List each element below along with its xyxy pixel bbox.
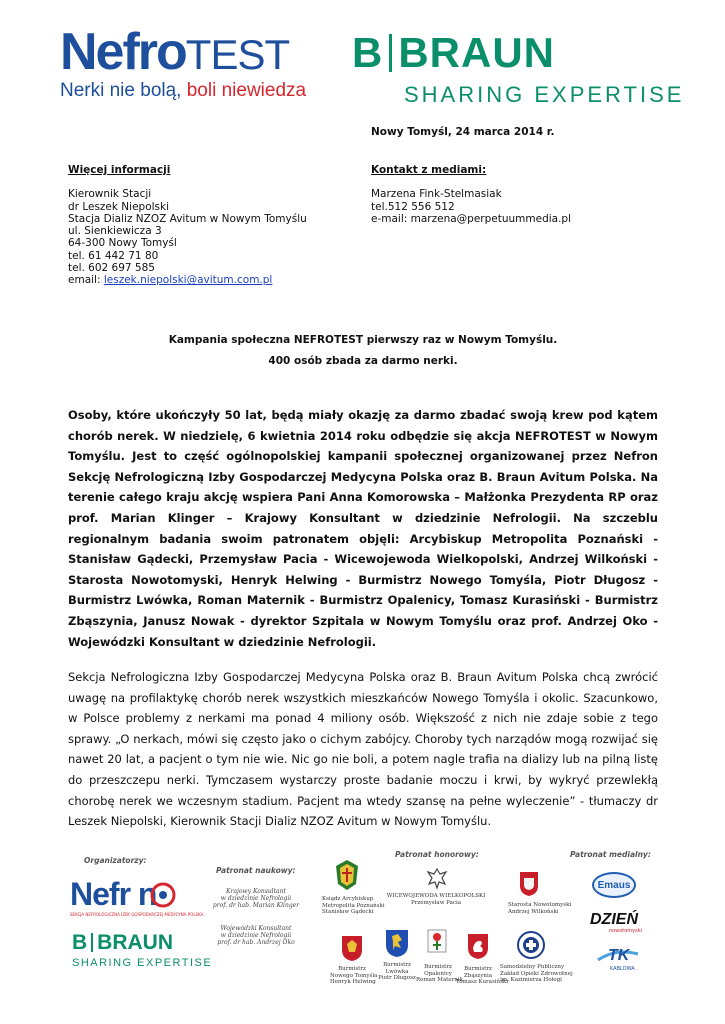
more-info-line: ul. Sienkiewicza 3 bbox=[68, 225, 162, 238]
caption-line: Tomasz Kurasiński bbox=[456, 979, 508, 985]
emaus-logo bbox=[592, 872, 636, 898]
more-info-line: tel. 61 442 71 80 bbox=[68, 249, 159, 262]
honorary-caption-lwowek bbox=[375, 962, 419, 982]
honorary-caption-hospital bbox=[500, 964, 573, 984]
caption-line: Burmistrz bbox=[464, 966, 492, 972]
bbraun-small-word: BRAUN bbox=[97, 931, 173, 954]
dzien-nowotomyski-logo bbox=[590, 912, 642, 938]
more-info-line: tel. 602 697 585 bbox=[68, 262, 155, 275]
title-line-1: Kampania społeczna NEFROTEST pierwszy raz w Nowym Tomyślu. bbox=[168, 334, 558, 346]
caption-line: Nowego Tomyśla bbox=[330, 972, 378, 979]
media-heading: Patronat medialny: bbox=[570, 850, 651, 859]
nefrotest-logo bbox=[60, 23, 307, 106]
caption-line: Stanisław Gądecki bbox=[322, 909, 374, 915]
organizers-heading: Organizatorzy: bbox=[84, 856, 147, 865]
bbraun-small-divider bbox=[91, 933, 93, 952]
more-info-line: 64-300 Nowy Tomyśl bbox=[68, 237, 177, 250]
patron-title: Krajowy Konsultant bbox=[226, 888, 286, 895]
starosta-crest-icon bbox=[518, 870, 540, 898]
dzien-wordmark: DZIEŃ bbox=[590, 911, 638, 928]
nefron-logo bbox=[70, 876, 204, 923]
lwowek-crest-icon bbox=[384, 928, 410, 958]
title-line-2: 400 osób zbada za darmo nerki. bbox=[268, 354, 458, 367]
honorary-caption-starosta bbox=[508, 902, 572, 915]
caption-line: Burmistrz bbox=[383, 962, 411, 968]
bbraun-small-b: B bbox=[72, 931, 88, 954]
patron-title: w dziedzinie Nefrologii bbox=[220, 932, 292, 939]
scientific-patron-2 bbox=[208, 925, 304, 946]
tk-subtitle: KABLOWA bbox=[610, 966, 635, 972]
more-info-line: dr Leszek Niepolski bbox=[68, 200, 170, 213]
media-contact-block bbox=[371, 164, 571, 225]
document-date: Nowy Tomyśl, 24 marca 2014 r. bbox=[371, 126, 555, 138]
honorary-caption-archbishop bbox=[322, 896, 385, 916]
slogan-part-b: boli niewiedza bbox=[186, 80, 307, 101]
press-release-title bbox=[68, 330, 658, 371]
caption-line: Henryk Helwing bbox=[330, 979, 376, 985]
caption-line: Piotr Długosz bbox=[378, 975, 416, 981]
bbraun-logo bbox=[352, 29, 685, 112]
lead-paragraph: Osoby, które ukończyły 50 lat, będą miały okazję za darmo zbadać swoją krew pod kątem chorób nerek. W niedzielę, 6 kwietnia 2014 roku odbędzie się akcja NEFROTEST w Nowym Tomyślu. Jest to część ogólnopolskiej kampanii społecznej organizowanej przez Nefron Sekcję Nefrologiczną Izby Gospodarczej Medycyna Polska oraz B. Braun Avitum Polska. Na terenie całego kraju akcję wspiera Pani Anna Komorowska – Małżonka Prezydenta RP oraz prof. Marian Klinger – Krajowy Konsultant w dziedzinie Nefrologii. Na szczeblu regionalnym badania swoim patronatem objęli: Arcybiskup Metropolita Poznański - Stanisław Gądecki, Przemysław Pacia - Wicewojewoda Wielkopolski, Andrzej Wilkoński - Starosta Nowotomyski, Henryk Helwing - Burmistrz Nowego Tomyśla, Piotr Długosz - Burmistrz Lwówka, Roman Maternik - Burmistrz Opalenicy, Tomasz Kurasiński - Burmistrz Zbąszynia, Janusz Nowak - dyrektor Szpitala w Nowym Tomyślu oraz prof. Andrzej Oko - Wojewódzki Konsultant w dziedzinie Nefrologii. bbox=[68, 408, 658, 649]
nefrotest-brand-light: TEST bbox=[185, 31, 290, 78]
honorary-heading: Patronat honorowy: bbox=[395, 850, 479, 859]
opalenica-crest-icon bbox=[425, 928, 449, 960]
media-contact-line: e-mail: marzena@perpetuummedia.pl bbox=[371, 212, 572, 225]
more-info-line: Stacja Dializ NZOZ Avitum w Nowym Tomyślu bbox=[68, 212, 307, 225]
eagle-emblem-icon bbox=[426, 866, 448, 890]
patron-title: w dziedzinie Nefrologii bbox=[220, 895, 292, 902]
caption-line: Zakład Opieki Zdrowotnej bbox=[500, 970, 573, 977]
bbraun-tagline: SHARING EXPERTISE bbox=[404, 82, 685, 107]
email-link[interactable]: leszek.niepolski@avitum.com.pl bbox=[103, 274, 273, 287]
caption-line: Starosta Nowotomyski bbox=[508, 902, 572, 908]
caption-line: Burmistrz bbox=[424, 964, 452, 970]
caption-line: Zbąszynia bbox=[463, 972, 493, 979]
nefron-wordmark: Nefr n bbox=[70, 876, 157, 912]
slogan-part-a: Nerki nie bolą, bbox=[60, 80, 182, 101]
caption-line: Andrzej Wilkoński bbox=[508, 908, 559, 915]
nowy-tomysl-crest-icon bbox=[340, 934, 364, 962]
hospital-emblem-icon bbox=[516, 930, 546, 960]
zbaszyn-crest-icon bbox=[466, 932, 490, 960]
media-contact-line: Marzena Fink-Stelmasiak bbox=[371, 188, 502, 201]
nefrotest-slogan bbox=[60, 80, 307, 102]
caption-line: Ksiądz Arcybiskup bbox=[322, 896, 374, 902]
more-info-email-row bbox=[68, 274, 307, 286]
nefron-kidney-icon bbox=[150, 882, 176, 908]
body-paragraph: Sekcja Nefrologiczna Izby Gospodarczej Medycyna Polska oraz B. Braun Avitum Polska chcą zwrócić uwagę na profilaktykę chorób nerek wszystkich mieszkańców Nowego Tomyśla i okolic. Szacunkowo, w Polsce problemy z nerkami ma ponad 4 miliony osób. Większość z nich nie zdaje sobie z tego sprawy. „O nerkach, mówi się często jako o cichym zabójcy. Choroby tych narządów mogą rozwijać się nawet 20 lat, a pacjent o tym nie wie. Nic go nie boli, a potem nagle trafia na dializy lub na pilną listę do przeszczepu nerki. Tymczasem wystarczy proste badanie moczu i krwi, by wykryć przewlekłą chorobę nerek we wczesnym stadium. Pacjent ma wtedy szansę na pełne wyleczenie” - tłumaczy dr Leszek Niepolski, Kierownik Stacji Dializ NZOZ Avitum w Nowym Tomyślu. bbox=[68, 670, 658, 829]
media-contact-line: tel.512 556 512 bbox=[371, 200, 455, 213]
bbraun-small-tagline: SHARING EXPERTISE bbox=[72, 957, 213, 969]
tk-kablowa-logo bbox=[596, 946, 640, 974]
honorary-caption-nowy-tomysl bbox=[330, 966, 378, 986]
honorary-caption-zbaszyn bbox=[456, 966, 508, 986]
patron-name: prof. dr hab. Andrzej Oko bbox=[217, 939, 295, 946]
caption-line: Samodzielny Publiczny bbox=[500, 964, 565, 970]
scientific-heading: Patronat naukowy: bbox=[216, 866, 296, 875]
more-info-block bbox=[68, 164, 307, 287]
caption-line: Metropolita Poznański bbox=[322, 902, 385, 909]
honorary-caption-voivode bbox=[386, 893, 486, 906]
dzien-subtitle: nowotomyski bbox=[608, 928, 642, 934]
bbraun-letter-b: B bbox=[352, 29, 384, 76]
more-info-heading: Więcej informacji bbox=[68, 164, 171, 176]
bbraun-word: BRAUN bbox=[398, 29, 555, 76]
nefrotest-brand-bold: Nefro bbox=[60, 23, 186, 81]
media-contact-heading: Kontakt z mediami: bbox=[371, 164, 487, 176]
patron-name: prof. dr hab. Marian Klinger bbox=[212, 902, 300, 909]
patron-title: Wojewódzki Konsultant bbox=[220, 925, 292, 932]
caption-line: Roman Maternik bbox=[416, 977, 463, 983]
caption-line: Opalenicy bbox=[424, 970, 452, 977]
honorary-caption-opalenica bbox=[416, 964, 463, 984]
archbishop-crest-icon bbox=[334, 858, 360, 892]
nefron-subtitle: SEKCJA NEFROLOGICZNA IZBY GOSPODARCZEJ MEDYCYNA POLSKA bbox=[70, 912, 204, 917]
more-info-line: Kierownik Stacji bbox=[68, 188, 152, 201]
caption-line: im. Kazimierza Hołogi bbox=[500, 977, 562, 983]
scientific-patron-1 bbox=[208, 888, 304, 909]
bbraun-small-logo bbox=[72, 932, 212, 969]
tk-wordmark: TK bbox=[608, 947, 630, 964]
email-label: email: bbox=[68, 274, 104, 287]
emaus-wordmark: Emaus bbox=[597, 879, 631, 891]
caption-line: Przemysław Pacia bbox=[411, 899, 461, 906]
caption-line: Burmistrz bbox=[338, 966, 366, 972]
bbraun-divider bbox=[389, 34, 392, 72]
caption-line: Lwówka bbox=[385, 968, 409, 975]
caption-line: WICEWOJEWODA WIELKOPOLSKI bbox=[386, 893, 486, 899]
